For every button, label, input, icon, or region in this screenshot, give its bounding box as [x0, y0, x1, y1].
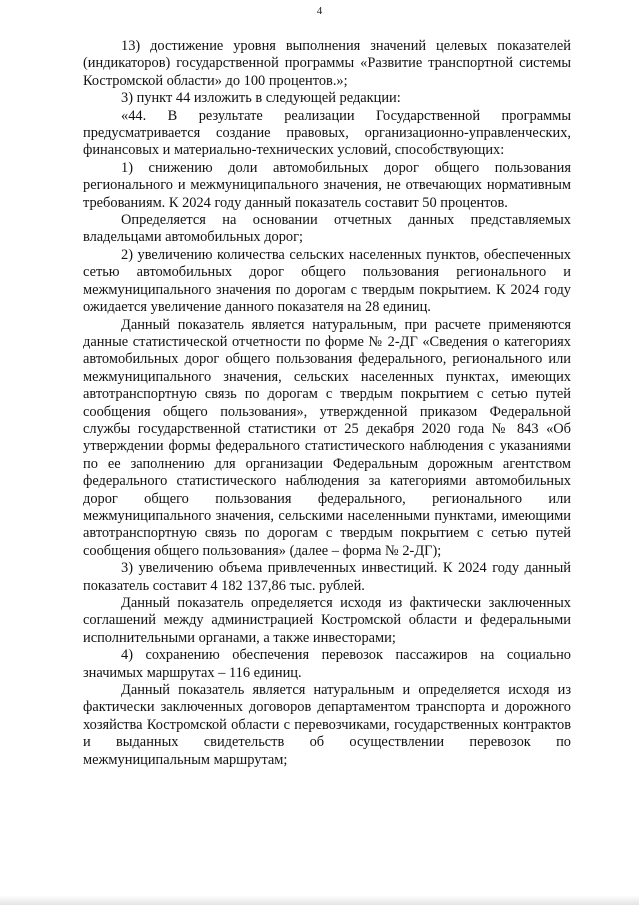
document-body [83, 38, 571, 769]
paragraph-indicator-1: 1) снижению доли автомобильных дорог общего пользования регионального и межмуниципального значения, не отвечающих нормативным требованиям. К 2024 году данный показатель составит 50 процентов. [83, 159, 571, 211]
paragraph-indicator-4-note: Данный показатель является натуральным и определяется исходя из фактически заключенных договоров департаментом транспорта и дорожного хозяйства Костромской области с перевозчиками, государственных контрактов и выданных свидетельств об осуществлении перевозок по межмуниципальным маршрутам; [83, 682, 571, 768]
paragraph-indicator-1-note: Определяется на основании отчетных данных представляемых владельцами автомобильных дорог; [83, 212, 571, 246]
page-number: 4 [316, 5, 323, 17]
paragraph-item-13: 13) достижение уровня выполнения значений целевых показателей (индикаторов) государственной программы «Развитие транспортной системы Костромской области» до 100 процентов.»; [83, 38, 571, 89]
paragraph-point-3: 3) пункт 44 изложить в следующей редакции: [121, 90, 401, 107]
paragraph-indicator-2: 2) увеличению количества сельских населенных пунктов, обеспеченных сетью автомобильных дорог общего пользования регионального и межмуниципального значения по дорогам с твердым покрытием. К 2024 году ожидается увеличение данного показателя на 28 единиц. [83, 246, 571, 316]
paragraph-indicator-3-note: Данный показатель определяется исходя из фактически заключенных соглашений между администрацией Костромской области и федеральными исполнительными органами, а также инвесторами; [83, 595, 571, 646]
paragraph-indicator-3: 3) увеличению объема привлеченных инвестиций. К 2024 году данный показатель составит 4 182 137,86 тыс. рублей. [83, 560, 571, 594]
paragraph-indicator-4: 4) сохранению обеспечения перевозок пассажиров на социально значимых маршрутах – 116 единиц. [83, 647, 571, 681]
paragraph-section-44: «44. В результате реализации Государственной программы предусматривается создание правовых, организационно-управленческих, финансовых и материально-технических условий, способствующих: [83, 107, 571, 159]
paragraph-indicator-2-note: Данный показатель является натуральным, при расчете применяются данные статистической отчетности по форме № 2-ДГ «Сведения о категориях автомобильных дорог общего пользования федерального, регионального или межмуниципального значения, сельских населенных пунктах, имеющих автотранспортную связь по дорогам с твердым покрытием с сетью путей сообщения общего пользования», утвержденной приказом Федеральной службы государственной статистики от 25 декабря 2020 года № 843 «Об утверждении формы федерального статистического наблюдения с указаниями по ее заполнению для организации Федеральным дорожным агентством федерального статистического наблюдения за категориями автомобильных дорог общего пользования федерального, регионального или межмуниципального значения, сельскими населенными пунктами, имеющими автотранспортную связь по дорогам с твердым покрытием с сетью путей сообщения общего пользования» (далее – форма № 2-ДГ); [83, 316, 571, 559]
page-bottom-edge [0, 895, 639, 905]
